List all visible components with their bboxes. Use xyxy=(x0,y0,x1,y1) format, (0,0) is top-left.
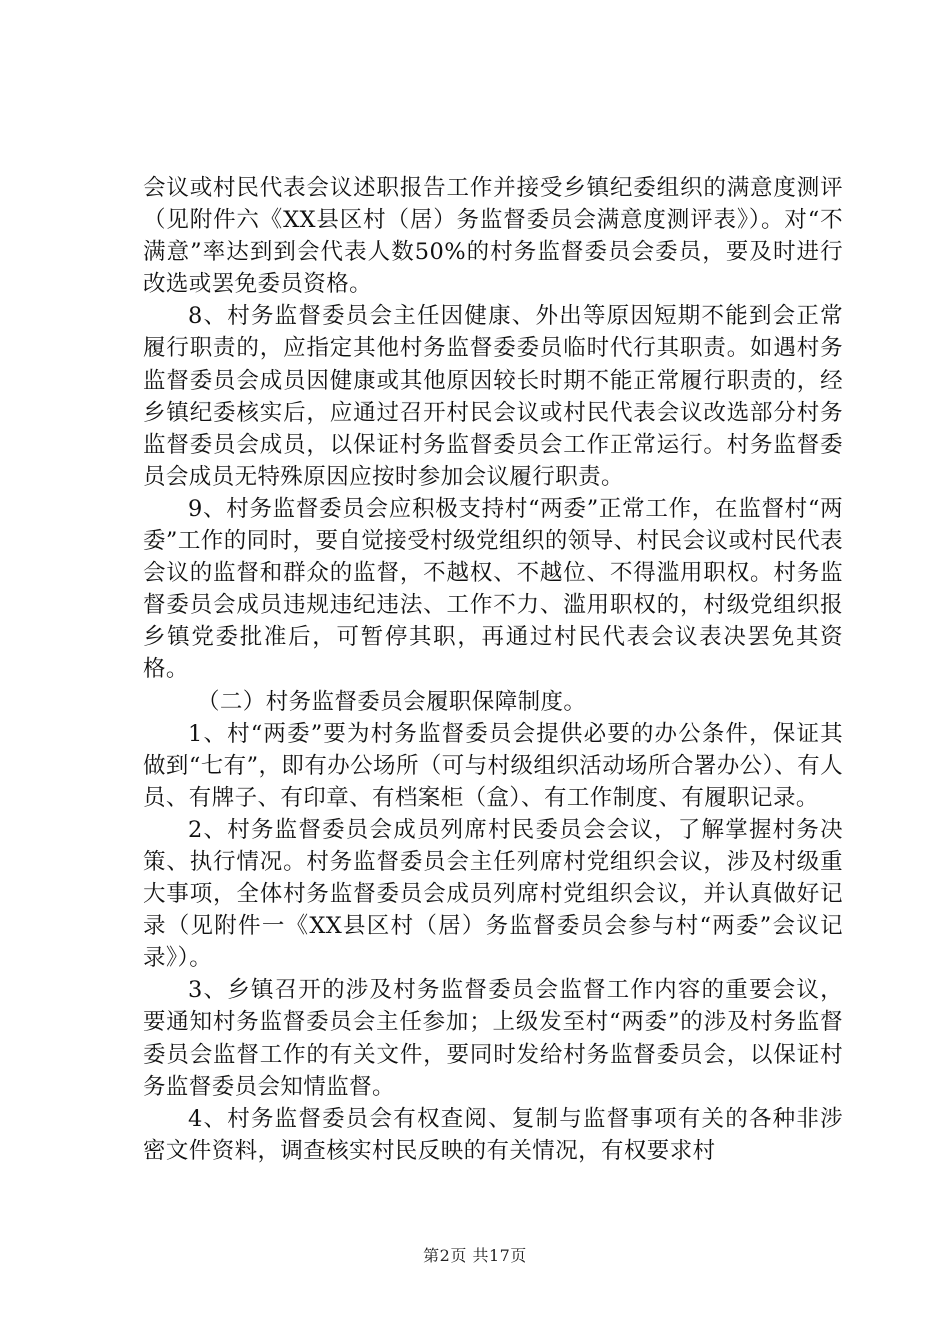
paragraph-item-8: 8、村务监督委员会主任因健康、外出等原因短期不能到会正常履行职责的，应指定其他村务监督委委员临时代行其职责。如遇村务监督委员会成员因健康或其他原因较长时期不能正常履行职责的，经乡镇纪委核实后，应通过召开村民会议或村民代表会议改选部分村务监督委员会成员，以保证村务监督委员会工作正常运行。村务监督委员会成员无特殊原因应按时参加会议履行职责。 xyxy=(143,303,843,490)
paragraph-item-2: 2、村务监督委员会成员列席村民委员会会议，了解掌握村务决策、执行情况。村务监督委员会主任列席村党组织会议，涉及村级重大事项，全体村务监督委员会成员列席村党组织会议，并认真做好记录（见附件一《XX县区村（居）务监督委员会参与村“两委”会议记录》）。 xyxy=(143,816,843,972)
paragraph-item-4: 4、村务监督委员会有权查阅、复制与监督事项有关的各种非涉密文件资料，调查核实村民反映的有关情况，有权要求村 xyxy=(143,1105,843,1164)
paragraph-item-3: 3、乡镇召开的涉及村务监督委员会监督工作内容的重要会议，要通知村务监督委员会主任参加；上级发至村“两委”的涉及村务监督委员会监督工作的有关文件，要同时发给村务监督委员会，以保证村务监督委员会知情监督。 xyxy=(143,977,843,1100)
section-heading: （二）村务监督委员会履职保障制度。 xyxy=(197,688,587,715)
page-footer: 第2页 共17页 xyxy=(423,1246,527,1265)
paragraph-item-1: 1、村“两委”要为村务监督委员会提供必要的办公条件，保证其做到“七有”，即有办公场所（可与村级组织活动场所合署办公）、有人员、有牌子、有印章、有档案柜（盒）、有工作制度、有履职记录。 xyxy=(143,720,843,811)
paragraph-continuation: 会议或村民代表会议述职报告工作并接受乡镇纪委组织的满意度测评（见附件六《XX县区村（居）务监督委员会满意度测评表》）。对“不满意”率达到到会代表人数50%的村务监督委员会委员，要及时进行改选或罢免委员资格。 xyxy=(143,175,843,298)
document-body xyxy=(143,172,843,1167)
paragraph-item-9: 9、村务监督委员会应积极支持村“两委”正常工作，在监督村“两委”工作的同时，要自觉接受村级党组织的领导、村民会议或村民代表会议的监督和群众的监督，不越权、不越位、不得滥用职权。村务监督委员会成员违规违纪违法、工作不力、滥用职权的，村级党组织报乡镇党委批准后，可暂停其职，再通过村民代表会议表决罢免其资格。 xyxy=(143,495,843,683)
